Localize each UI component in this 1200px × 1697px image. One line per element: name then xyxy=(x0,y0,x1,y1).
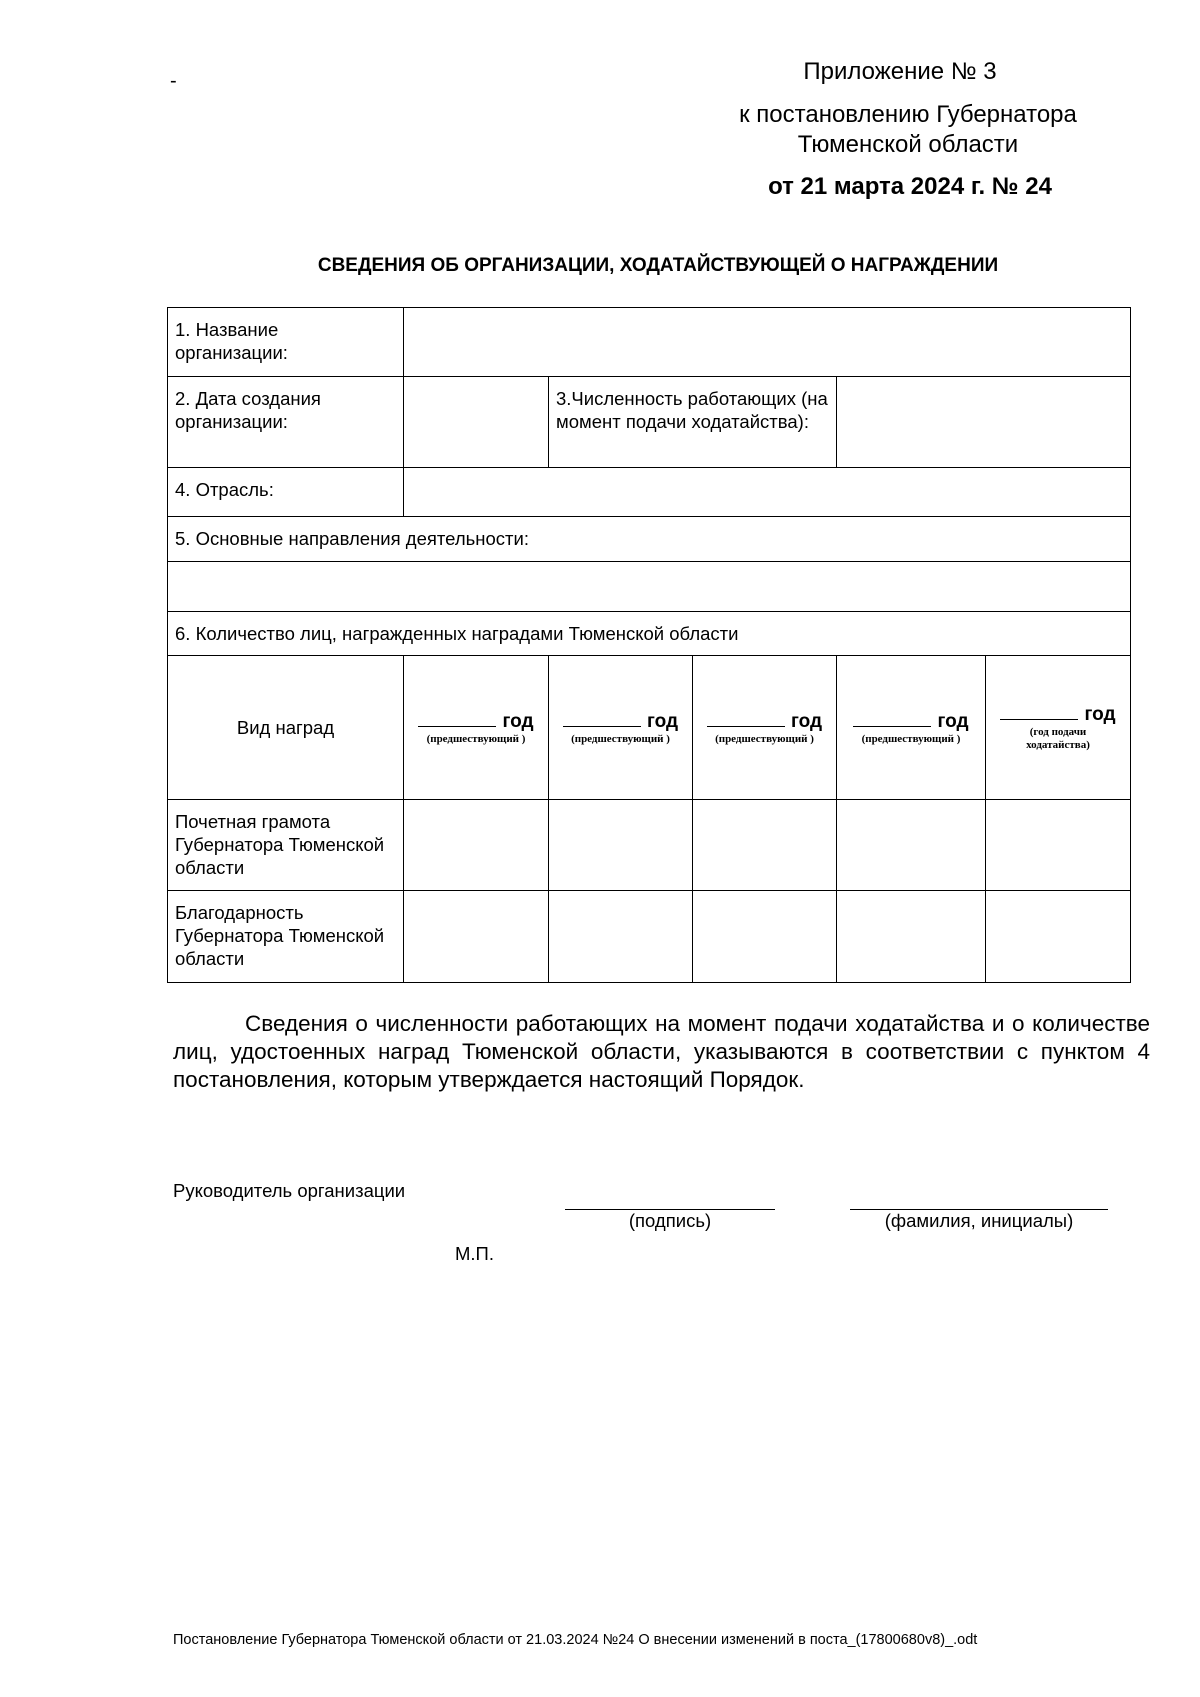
award-count-cell[interactable] xyxy=(549,800,693,891)
year-blank xyxy=(418,716,496,727)
year-column-header[interactable]: год (предшествующий ) xyxy=(837,656,986,800)
award-count-cell[interactable] xyxy=(693,891,837,983)
explanatory-note: Сведения о численности работающих на момент подачи ходатайства и о количестве лиц, удостоенных наград Тюменской области, указываются в соответствии с пунктом 4 постановления, которым утверждается настоящий Порядок. xyxy=(173,1011,1150,1092)
award-row-label: Почетная грамота Губернатора Тюменской области xyxy=(168,800,404,891)
org-name-label: 1. Название организации: xyxy=(168,308,404,377)
stamp-place-label: М.П. xyxy=(455,1243,494,1264)
appendix-line-1: к постановлению Губернатора xyxy=(739,101,1077,128)
year-column-header-current[interactable]: год (год подачи ходатайства) xyxy=(986,656,1131,800)
industry-field[interactable] xyxy=(404,468,1131,517)
award-count-cell[interactable] xyxy=(986,800,1131,891)
industry-label: 4. Отрасль: xyxy=(168,468,404,517)
award-count-cell[interactable] xyxy=(837,891,986,983)
award-count-cell[interactable] xyxy=(693,800,837,891)
year-column-header[interactable]: год (предшествующий ) xyxy=(693,656,837,800)
creation-date-field[interactable] xyxy=(404,377,549,468)
employees-label: 3.Численность работающих (на момент подачи ходатайства): xyxy=(549,377,837,468)
name-caption: (фамилия, инициалы) xyxy=(884,1210,1074,1231)
activities-field[interactable] xyxy=(168,562,1131,612)
year-column-header[interactable]: год (предшествующий ) xyxy=(404,656,549,800)
document-title: СВЕДЕНИЯ ОБ ОРГАНИЗАЦИИ, ХОДАТАЙСТВУЮЩЕЙ О НАГРАЖДЕНИИ xyxy=(317,255,999,276)
signature-caption: (подпись) xyxy=(628,1210,712,1231)
year-column-header[interactable]: год (предшествующий ) xyxy=(549,656,693,800)
dash-mark: - xyxy=(170,70,177,92)
awarded-count-label: 6. Количество лиц, награжденных наградами Тюменской области xyxy=(168,612,1131,656)
appendix-line-2: Тюменской области xyxy=(797,131,1019,158)
employees-field[interactable] xyxy=(837,377,1131,468)
year-blank xyxy=(1000,709,1078,720)
creation-date-label: 2. Дата создания организации: xyxy=(168,377,404,468)
award-count-cell[interactable] xyxy=(404,891,549,983)
activities-label: 5. Основные направления деятельности: xyxy=(168,517,1131,562)
organization-form-table xyxy=(167,307,1131,983)
award-count-cell[interactable] xyxy=(986,891,1131,983)
year-blank xyxy=(707,716,785,727)
award-count-cell[interactable] xyxy=(549,891,693,983)
org-name-field[interactable] xyxy=(404,308,1131,377)
year-blank xyxy=(563,716,641,727)
award-row-label: Благодарность Губернатора Тюменской области xyxy=(168,891,404,983)
head-of-organization-label: Руководитель организации xyxy=(173,1180,406,1201)
award-count-cell[interactable] xyxy=(404,800,549,891)
award-type-header: Вид наград xyxy=(168,656,404,800)
year-blank xyxy=(853,716,931,727)
award-count-cell[interactable] xyxy=(837,800,986,891)
appendix-number: Приложение № 3 xyxy=(803,58,997,85)
document-footer: Постановление Губернатора Тюменской области от 21.03.2024 №24 О внесении изменений в поста_(17800680v8)_.odt xyxy=(173,1632,978,1648)
appendix-date: от 21 марта 2024 г. № 24 xyxy=(768,173,1052,200)
